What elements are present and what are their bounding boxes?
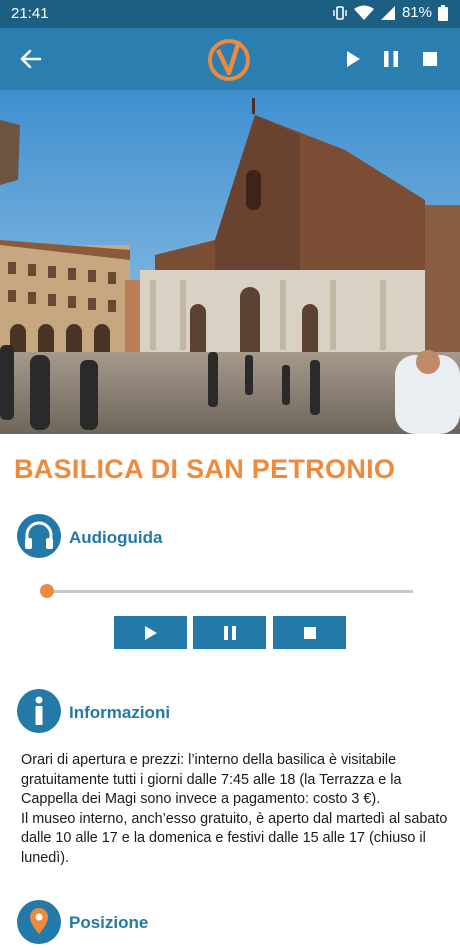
play-icon [338, 44, 368, 74]
location-pin-icon [16, 899, 62, 945]
pause-icon [376, 44, 406, 74]
audio-pause-button[interactable] [193, 616, 266, 649]
appbar-pause-button[interactable] [376, 44, 406, 74]
stop-icon [302, 625, 318, 641]
app-logo [205, 35, 253, 83]
battery-icon [438, 5, 448, 21]
play-icon [143, 625, 159, 641]
app-bar [0, 28, 460, 90]
audio-seek-thumb[interactable] [40, 584, 54, 598]
info-paragraph: Orari di apertura e prezzi: l’interno della basilica è visitabile gratuitamente tutti i giorni dalle 7:45 alle 18 (la Terrazza e la Cappella dei Magi sono invece a pagamento: costo 3 €). [21, 752, 402, 807]
pause-icon [222, 625, 238, 641]
status-icons [332, 4, 448, 21]
info-paragraph: Il museo interno, anch’esso gratuito, è aperto dal martedì al sabato dalle 10 alle 17 e la domenica e festivi dalle 15 alle 17 (chiuso il lunedì). [21, 810, 448, 866]
info-text [21, 751, 453, 868]
audio-stop-button[interactable] [273, 616, 346, 649]
vibrate-icon [332, 5, 348, 21]
page-title: BASILICA DI SAN PETRONIO [14, 454, 396, 484]
appbar-stop-button[interactable] [415, 44, 445, 74]
wifi-icon [354, 5, 374, 21]
info-icon [16, 688, 62, 734]
audio-play-button[interactable] [114, 616, 187, 649]
status-bar [0, 0, 460, 28]
position-label: Posizione [69, 913, 149, 932]
audioguide-label: Audioguida [69, 528, 163, 547]
battery-percent: 81% [401, 4, 432, 21]
hero-image [0, 90, 460, 434]
headphones-icon [16, 513, 62, 559]
appbar-play-button[interactable] [338, 44, 368, 74]
arrow-left-icon [14, 43, 48, 75]
status-time: 21:41 [11, 5, 49, 22]
stop-icon [415, 44, 445, 74]
audio-seek-track[interactable] [47, 590, 413, 593]
info-label: Informazioni [69, 703, 171, 722]
signal-icon [380, 5, 396, 21]
back-button[interactable] [14, 43, 48, 75]
